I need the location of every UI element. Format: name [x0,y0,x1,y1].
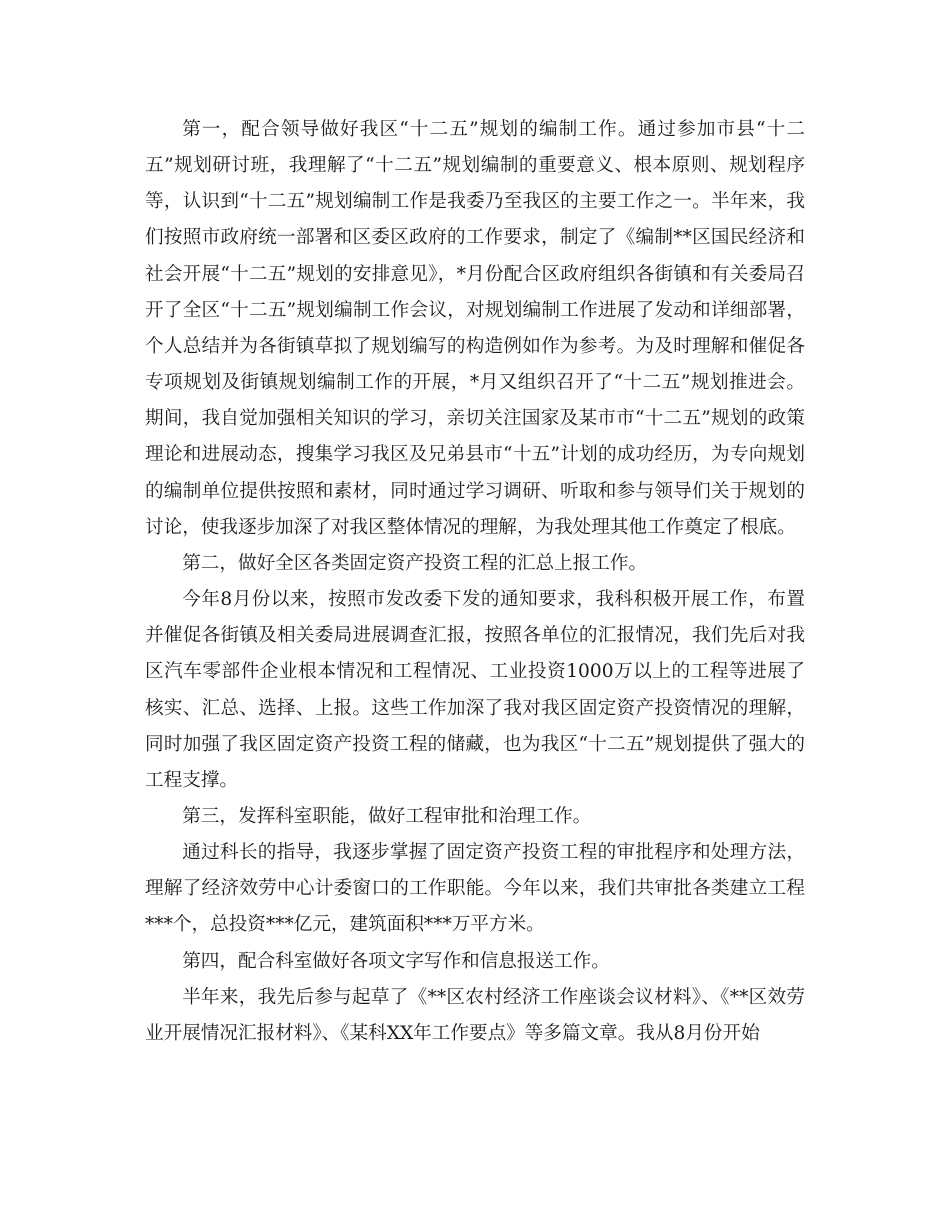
paragraph-writing: 半年来，我先后参与起草了《**区农村经济工作座谈会议材料》、《**区效劳业开展情况汇报材料》、《某科XX年工作要点》等多篇文章。我从8月份开始 [145,986,805,1044]
paragraph-heading-investment: 第二，做好全区各类固定资产投资工程的汇总上报工作。 [182,552,648,574]
paragraph-heading-approval: 第三，发挥科室职能，做好工程审批和治理工作。 [182,805,592,827]
paragraph-planning: 第一，配合领导做好我区“十二五”规划的编制工作。通过参加市县“十二五”规划研讨班，我理解了“十二五”规划编制的重要意义、根本原则、规划程序等，认识到“十二五”规划编制工作是我委乃至我区的主要工作之一。半年来，我们按照市政府统一部署和区委区政府的工作要求，制定了《编制**区国民经济和社会开展“十二五”规划的安排意见》，*月份配合区政府组织各街镇和有关委局召开了全区“十二五”规划编制工作会议，对规划编制工作进展了发动和详细部署，个人总结并为各街镇草拟了规划编写的构造例如作为参考。为及时理解和催促各专项规划及街镇规划编制工作的开展，*月又组织召开了“十二五”规划推进会。期间，我自觉加强相关知识的学习，亲切关注国家及某市市“十二五”规划的政策理论和进展动态，搜集学习我区及兄弟县市“十五”计划的成功经历，为专向规划的编制单位提供按照和素材，同时通过学习调研、听取和参与领导们关于规划的讨论，使我逐步加深了对我区整体情况的理解，为我处理其他工作奠定了根底。 [145,119,805,538]
paragraph-heading-writing: 第四，配合科室做好各项文字写作和信息报送工作。 [182,950,610,972]
paragraph-investment: 今年8月份以来，按照市发改委下发的通知要求，我科积极开展工作，布置并催促各街镇及相关委局进展调查汇报，按照各单位的汇报情况，我们先后对我区汽车零部件企业根本情况和工程情况、工业投资1000万以上的工程等进展了核实、汇总、选择、上报。这些工作加深了我对我区固定资产投资情况的理解，同时加强了我区固定资产投资工程的储藏，也为我区“十二五”规划提供了强大的工程支撑。 [145,589,805,791]
document-body [145,112,805,1052]
paragraph-approval: 通过科长的指导，我逐步掌握了固定资产投资工程的审批程序和处理方法，理解了经济效劳中心计委窗口的工作职能。今年以来，我们共审批各类建立工程***个，总投资***亿元，建筑面积***万平方米。 [145,842,805,936]
